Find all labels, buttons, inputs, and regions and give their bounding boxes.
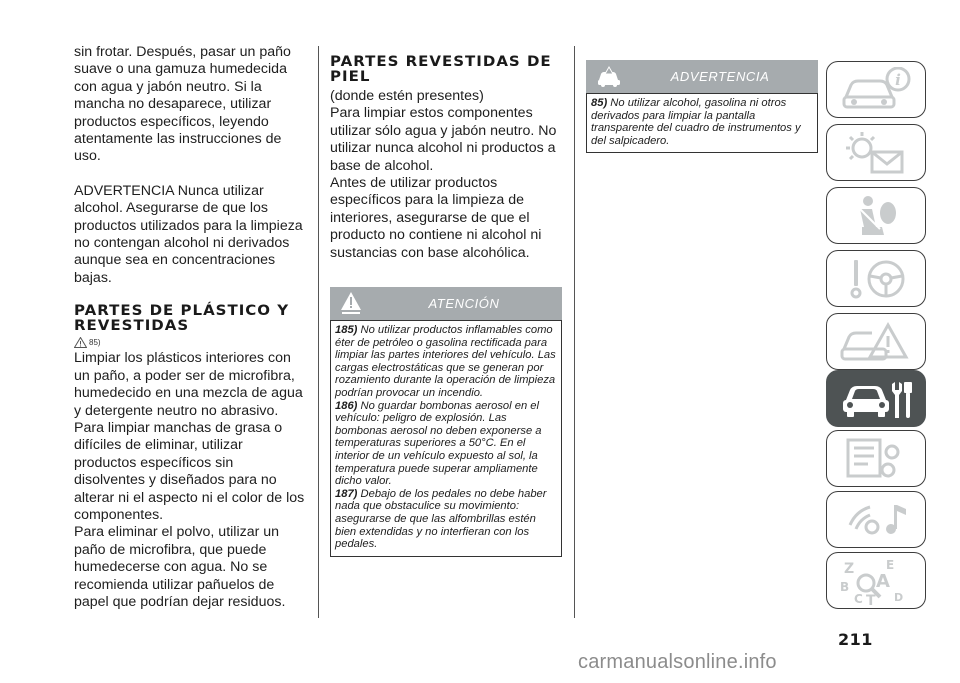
paragraph-suede-cleaning: sin frotar. Después, pasar un paño suave o una gamuza humedecida con agua y jabón neutro. Si la mancha no desaparece, utilizar productos específicos, leyendo atentamente las instrucciones de uso. (74, 44, 291, 165)
chapter-tab-technical-data[interactable] (826, 430, 926, 487)
paragraph-specific-products: Antes de utilizar productos específicos para la limpieza de interiores, asegurarse de que el producto no contiene ni alcohol ni sustancias con base alcohólica. (330, 175, 542, 261)
seat-airbag-icon (836, 193, 916, 239)
paragraph-leather-cleaning: Para limpiar estos componentes utilizar sólo agua y jabón neutro. No utilizar nunca alcohol ni productos a base de alcohol. (330, 105, 557, 174)
column-divider (318, 46, 319, 618)
advertencia-box-title: ADVERTENCIA (670, 69, 770, 84)
index-letter: Z (844, 560, 855, 577)
paragraph-dust-removal: Para eliminar el polvo, utilizar un paño de microfibra, que puede humedecerse con agua. No se recomienda utilizar pañuelos de papel que podrían dejar residuos. (74, 524, 286, 610)
paragraph-plastic-cleaning: Limpiar los plásticos interiores con un paño, a poder ser de microfibra, humedecido en una mezcla de agua y detergente neutro no abrasivo. (74, 350, 303, 419)
car-info-icon (836, 67, 916, 113)
advertencia-box-header (586, 60, 818, 93)
section-title-leather: PARTES REVESTIDAS DE PIEL (330, 53, 552, 84)
chapter-tab-safety[interactable] (826, 187, 926, 244)
paragraph-grease-stains: Para limpiar manchas de grasa o difíciles de eliminar, utilizar productos específicos sin disolventes y diseñados para no alterar ni el aspecto ni el color de los componentes. (74, 419, 305, 523)
reference-number: 85) (89, 338, 101, 348)
chapter-tab-multimedia[interactable] (826, 491, 926, 548)
chapter-tab-maintenance[interactable] (826, 370, 926, 427)
index-letter: T (866, 592, 876, 607)
alphabetical-index-icon (836, 555, 916, 607)
page-number: 211 (838, 630, 873, 649)
advertencia-box (586, 60, 818, 153)
index-letter: A (876, 570, 890, 592)
index-letter: E (886, 557, 895, 572)
column-divider (574, 46, 575, 618)
warning-item: 187) Debajo de los pedales no debe haber nada que obstaculice su movimiento: asegurarse de que las alfombrillas estén bien extendidas y no interfieran con los pedales. (335, 487, 547, 551)
key-steering-wheel-icon (836, 256, 916, 302)
car-wrench-icon (836, 376, 916, 422)
index-letter: D (894, 590, 904, 604)
index-letter: C (854, 591, 863, 606)
chapter-tab-lights-messages[interactable] (826, 124, 926, 181)
column-middle (330, 55, 562, 557)
index-letter: B (840, 579, 850, 594)
svg-text:i: i (895, 70, 901, 89)
attention-box-body (330, 320, 562, 557)
watermark: carmanualsonline.info (578, 651, 777, 673)
column-right (586, 60, 818, 153)
attention-box-header (330, 287, 562, 320)
specs-gears-icon (836, 436, 916, 482)
advertencia-box-body (586, 93, 818, 153)
column-left (74, 44, 306, 611)
car-warning-icon (836, 319, 916, 365)
warning-triangle-icon (74, 337, 87, 348)
warning-item: 186) No guardar bombonas aerosol en el vehículo: peligro de explosión. Las bombonas aerosol no deben exponerse a temperaturas superiores a 50°C. En el interior de un vehículo expuesto al sol, la temperatura puede superar ampliamente dicho valor. (335, 399, 542, 488)
attention-box-title: ATENCIÓN (428, 296, 500, 312)
chapter-tab-starting-driving[interactable] (826, 250, 926, 307)
lights-message-icon (836, 130, 916, 176)
multimedia-icon (836, 497, 916, 543)
paragraph-where-present: (donde estén presentes) (330, 88, 484, 104)
chapter-tab-emergency[interactable] (826, 313, 926, 370)
attention-box (330, 287, 562, 557)
warning-item: 85) No utilizar alcohol, gasolina ni otros derivados para limpiar la pantalla transparente del cuadro de instrumentos y del salpicadero. (591, 97, 801, 147)
warning-reference (74, 335, 306, 350)
chapter-tab-knowing-car[interactable] (826, 61, 926, 118)
section-title-plastic: PARTES DE PLÁSTICO Y REVESTIDAS (74, 302, 290, 334)
warning-item: 185) No utilizar productos inflamables como éter de petróleo o gasolina rectificada para limpiar las partes interiores del vehículo. Las cargas electrostáticas que se generan por rozamiento durante la operación de limpieza podrían provocar un incendio. (335, 324, 556, 400)
chapter-tab-index[interactable] (826, 552, 926, 609)
paragraph-alcohol-warning: ADVERTENCIA Nunca utilizar alcohol. Asegurarse de que los productos utilizados para la limpieza no contengan alcohol ni derivados aunque sea en concentraciones bajas. (74, 182, 303, 286)
